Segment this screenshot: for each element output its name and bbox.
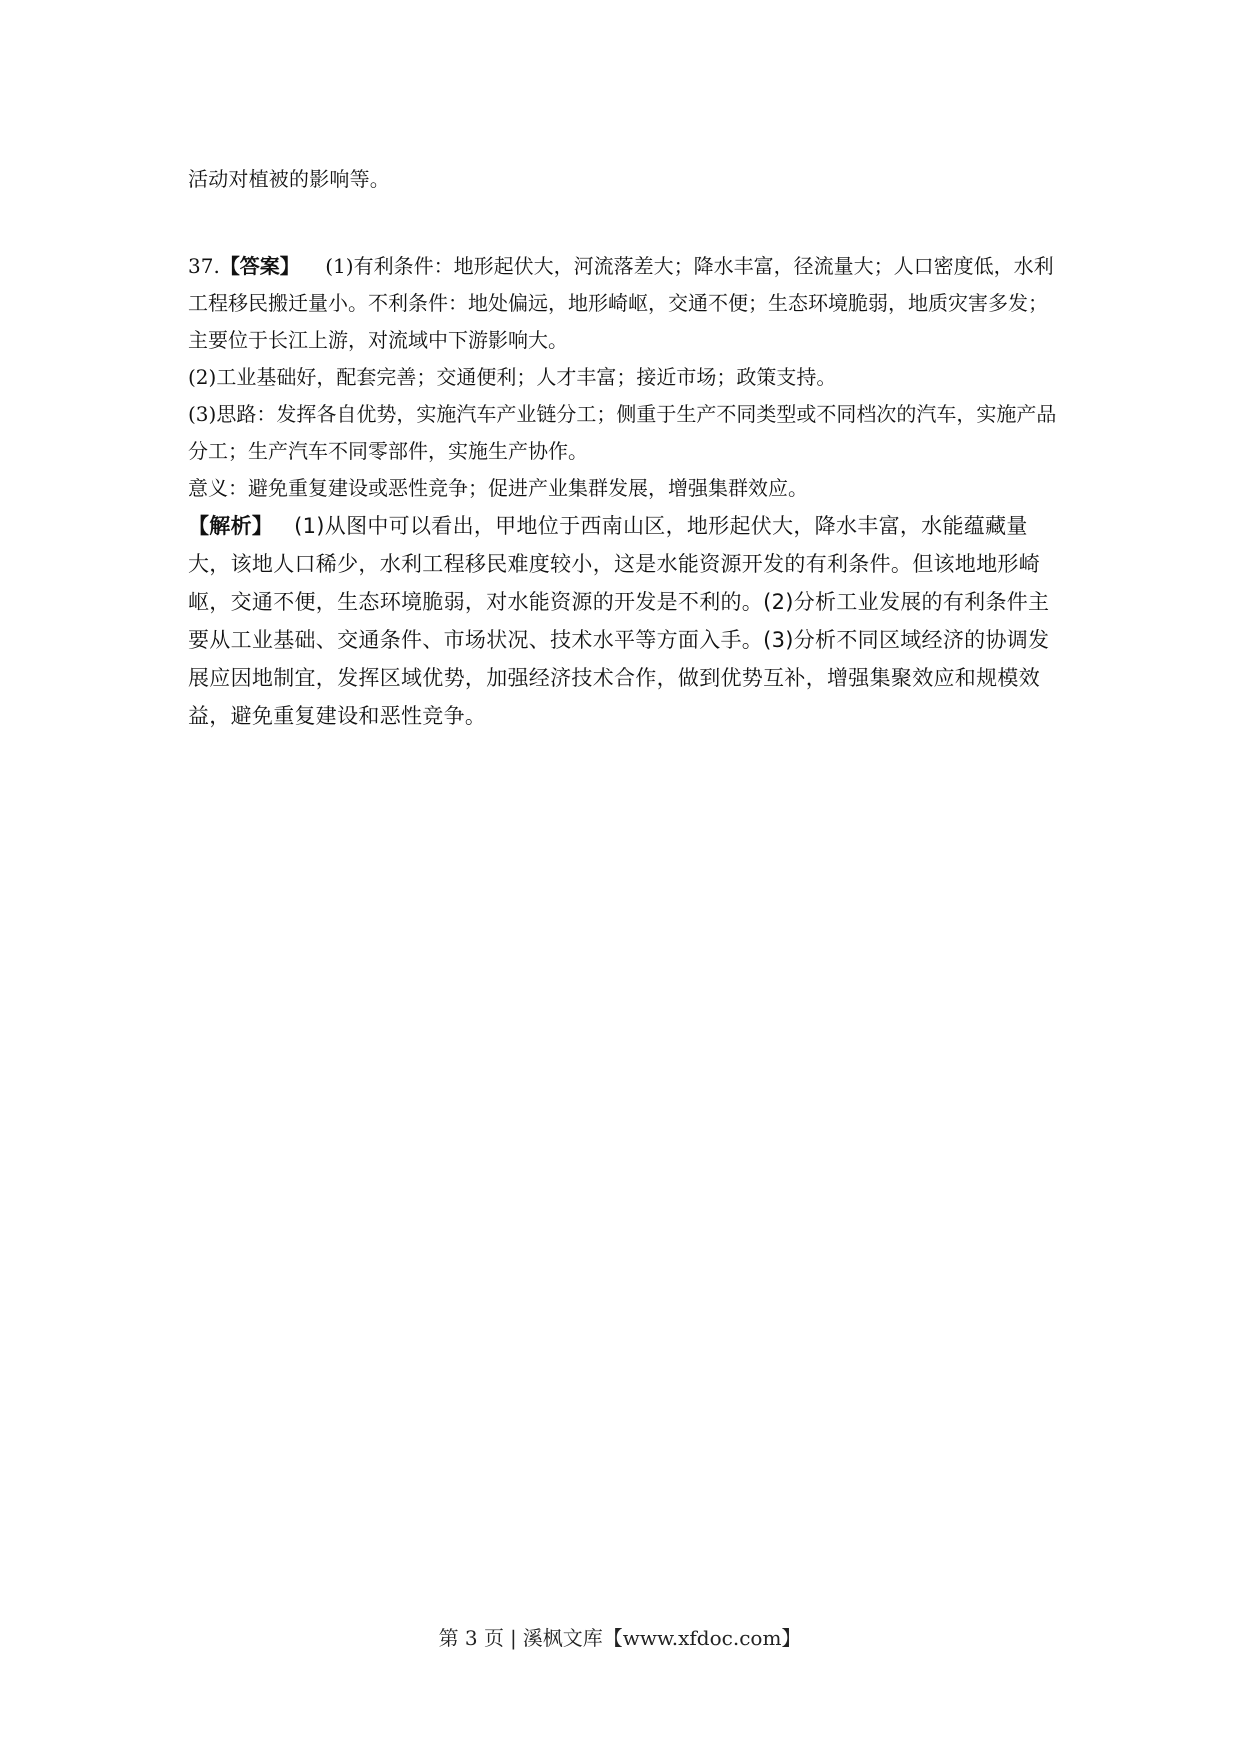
answer-line-3: (3)思路：发挥各自优势，实施汽车产业链分工；侧重于生产不同类型或不同档次的汽车，实施产品分工；生产汽车不同零部件，实施生产协作。: [188, 402, 1057, 463]
page-footer: [0, 1622, 1240, 1651]
answer-line-2: (2)工业基础好，配套完善；交通便利；人才丰富；接近市场；政策支持。: [188, 365, 837, 389]
document-content: [188, 160, 1058, 735]
question-37-analysis: [188, 507, 1058, 735]
answer-line-4: 意义：避免重复建设或恶性竞争；促进产业集群发展，增强集群效应。: [188, 476, 808, 500]
footer-separator: |: [510, 1626, 517, 1650]
answer-line-1: [188, 248, 1058, 359]
site-label: 溪枫文库【www.xfdoc.com】: [522, 1626, 802, 1650]
question-number: 37.: [188, 254, 220, 278]
page-number: 第 3 页: [438, 1626, 505, 1650]
analysis-tag: 【解析】: [188, 514, 274, 538]
answer-tag: 【答案】: [219, 254, 300, 278]
question-37-answer: [188, 248, 1058, 507]
analysis-text: (1)从图中可以看出，甲地位于西南山区，地形起伏大，降水丰富，水能蕴藏量大，该地人口稀少，水利工程移民难度较小，这是水能资源开发的有利条件。但该地地形崎岖，交通不便，生态环境脆弱，对水能资源的开发是不利的。(2)分析工业发展的有利条件主要从工业基础、交通条件、市场状况、技术水平等方面入手。(3)分析不同区域经济的协调发展应因地制宜，发挥区域优势，加强经济技术合作，做到优势互补，增强集聚效应和规模效益，避免重复建设和恶性竞争。: [188, 514, 1050, 728]
answer-part-1: (1)有利条件：地形起伏大，河流落差大；降水丰富，径流量大；人口密度低，水利工程移民搬迁量小。不利条件：地处偏远，地形崎岖，交通不便；生态环境脆弱，地质灾害多发；主要位于长江上游，对流域中下游影响大。: [188, 254, 1054, 352]
carryover-line: 活动对植被的影响等。: [188, 167, 390, 191]
